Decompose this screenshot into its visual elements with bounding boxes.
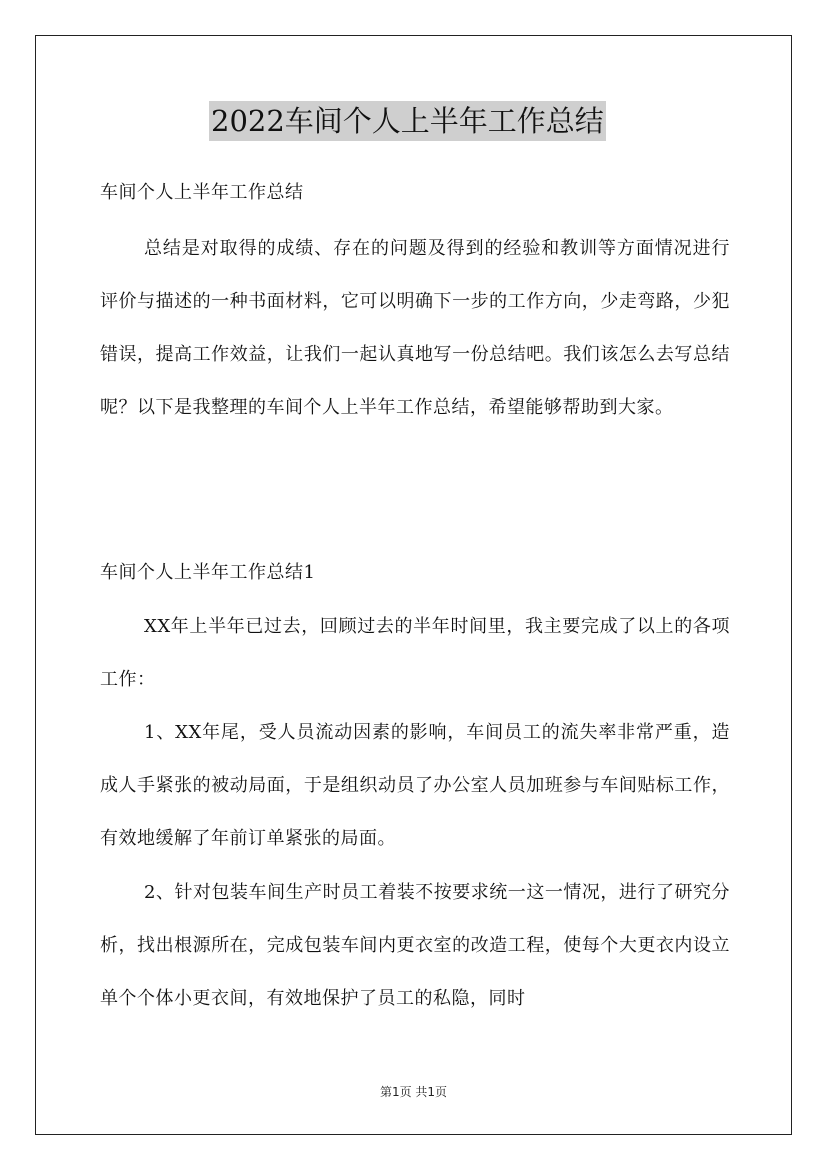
document-title: 2022车间个人上半年工作总结 <box>209 101 606 141</box>
section-paragraph-1: XX年上半年已过去，回顾过去的半年时间里，我主要完成了以上的各项工作： <box>100 616 730 690</box>
section-paragraph-3: 2、针对包装车间生产时员工着装不按要求统一这一情况，进行了研究分析，找出根源所在，完成包装车间内更衣室的改造工程，使每个大更衣内设立单个个体小更衣间，有效地保护了员工的私隐，同时 <box>100 882 730 1009</box>
document-subheading: 车间个人上半年工作总结 <box>100 182 304 203</box>
section-heading: 车间个人上半年工作总结1 <box>100 562 316 583</box>
section-paragraph-2: 1、XX年尾，受人员流动因素的影响，车间员工的流失率非常严重，造成人手紧张的被动局面，于是组织动员了办公室人员加班参与车间贴标工作，有效地缓解了年前订单紧张的局面。 <box>100 722 730 849</box>
page-number-footer: 第1页 共1页 <box>379 1085 448 1099</box>
intro-paragraph: 总结是对取得的成绩、存在的问题及得到的经验和教训等方面情况进行评价与描述的一种书面材料，它可以明确下一步的工作方向，少走弯路，少犯错误，提高工作效益，让我们一起认真地写一份总结吧。我们该怎么去写总结呢？以下是我整理的车间个人上半年工作总结，希望能够帮助到大家。 <box>100 238 730 418</box>
